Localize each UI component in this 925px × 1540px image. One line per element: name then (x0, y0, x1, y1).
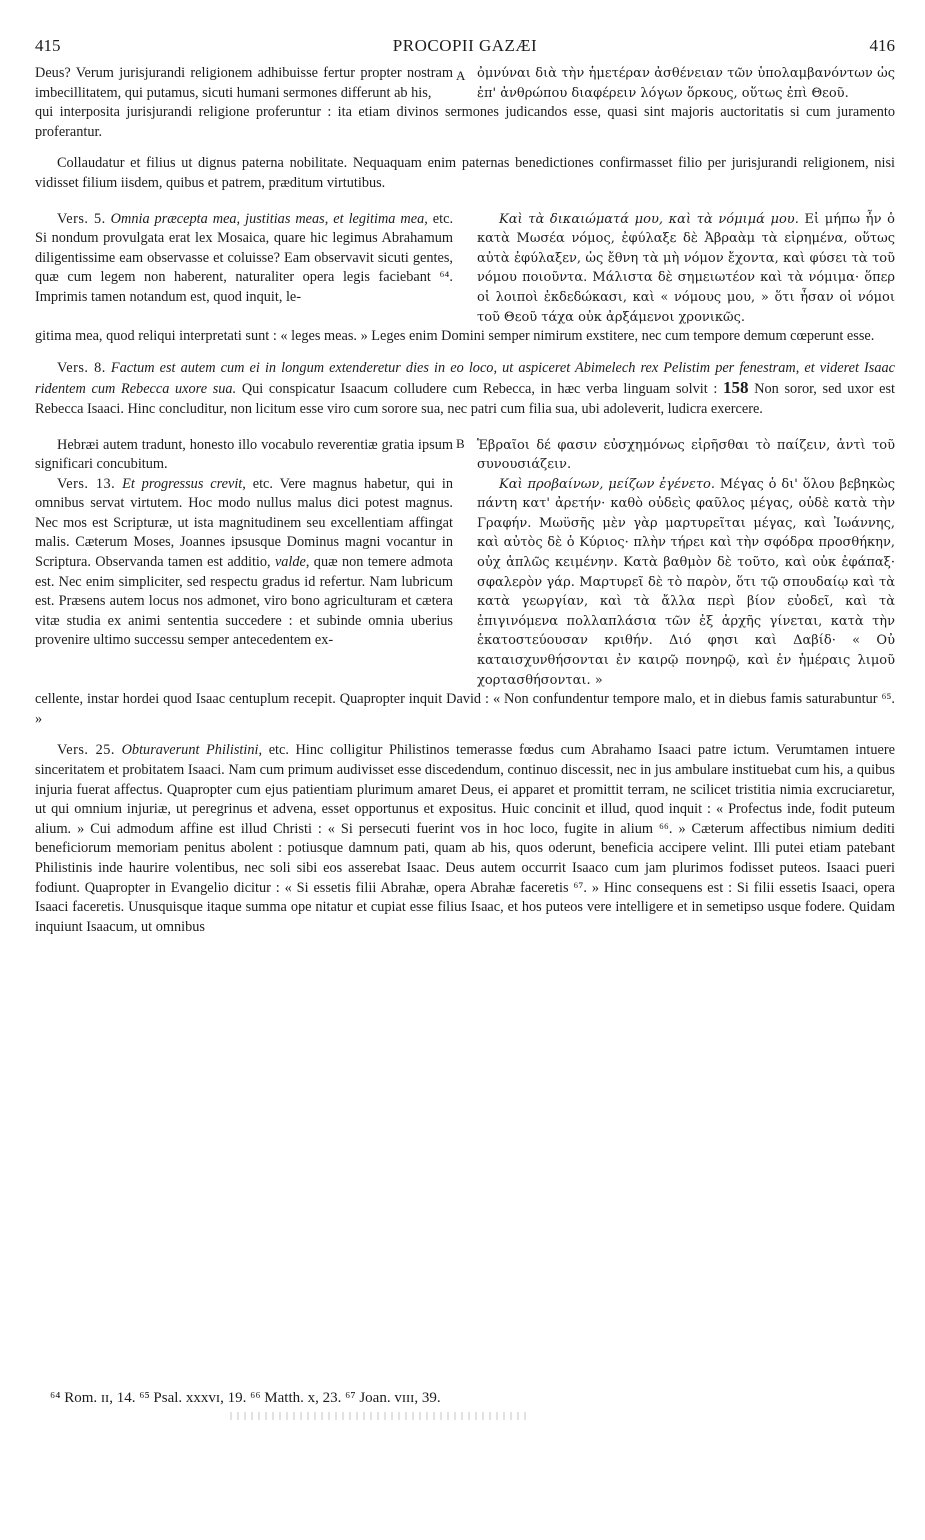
commentary-text: etc. Hinc colligitur Philistinos temerasse fœdus cum Abrahamo Isaaci patre ictum. Verumtamen intuere sinceritatem et probitatem Isaaci. Nam cum primum audivisset esse discedendum, continuo discessit, nec in jus ambulare instituebat cum his, a quibus injuria fuerat affectus. Quapropter cum ejus patientiam plurimum amaret Deus, ei apparet et promittit terram, ne scilicet tristitia nimia excruciaretur, ut qui omnium injuriæ, ut peregrinus et advena, esset opportunus et expositus. Huic concinit et illud, quod inquit : « Profectus inde, fodit puteum alium. » Cui admodum affine est illud Christi : « Si persecuti fuerint vos in hoc loco, fugite in alium ⁶⁶. » Cæterum affectibus nimium dediti beneficiorum memoriam penitus abolent : potiusque damnum pati, quam ab his, quos oderunt, beneficia accipere velint. Illi putei etiam patebant Philistinis inde haurire volentibus, nec soli sibi eos asserebat Isaac. Deus autem occurrit Isaaco cum jam plurimos fodisset puteos. Isaaci pueri fodiunt. Quapropter in Evangelio dicitur : « Si essetis filii Abrahæ, opera Abrahæ faceretis ⁶⁷. » Hinc consequens est : Si filii essetis Isaaci, opera Isaaci faceretis. Unusquisque itaque summa ope nitatur et cupiat esse filius Isaac, et hos puteos vere intelligere et in semetipso usque fodere. Quidam inquiunt Isaacum, ut omnibus (35, 742, 896, 935)
lemma: Obturaverunt Philistini, (121, 742, 263, 759)
section-marker-b: B (456, 435, 465, 451)
greek-lemma: Καὶ προβαίνων, μείζων ἐγένετο. (499, 476, 716, 492)
paragraph-vers25 (35, 741, 895, 937)
commentary-text: etc. Vere magnus habetur, qui in omnibus servat virtutem. Hoc modo nullus malus dici potest magnus. Nec mos est Scripturæ, ut ista magnitudinem seu excellentiam affingat malis. Cæterum Moses, Joannes ipsusque Dominus magni vocantur in Scriptura. Observanda tamen est additio, (35, 475, 454, 571)
latin-column (35, 210, 453, 328)
page (35, 30, 895, 937)
latin-column (35, 475, 453, 691)
commentary-text: etc. Si nondum provulgata erat lex Mosaica, quare hic legimus Abrahamum diligentissime eam observasse et coluisse? Eam observavit sicuti gentes, quæ cum legem non haberent, naturaliter opera legis faciebant ⁶⁴. Imprimis tamen notandum est, quod inquit, le- (35, 210, 454, 305)
paragraph-full-1: qui interposita jurisjurandi religione proferuntur : ita etiam divinos sermones judicandos esse, quasi sint majoris auctoritatis si cum juramento proferantur. (35, 104, 895, 140)
parallel-section-hebraei (35, 436, 895, 475)
footnotes: ⁶⁴ Rom. ɪɪ, 14. ⁶⁵ Psal. xxxvɪ, 19. ⁶⁶ Matth. x, 23. ⁶⁷ Joan. vɪɪɪ, 39. (50, 1390, 441, 1406)
verse-label: Vers. 13. (57, 475, 116, 492)
verse-label: Vers. 5. (57, 210, 106, 227)
column-number: 158 (723, 378, 749, 398)
latin-column: Deus? Verum jurisjurandi religionem adhibuisse fertur propter nostram imbecillitatem, qui putamus, sicuti humani sermones differunt ab his, (35, 65, 453, 101)
greek-column (477, 475, 895, 691)
commentary-text: Non soror, sed uxor est Rebecca Isaaci. Hinc concluditur, non licitum esse viro cum sorore sua, nec patri cum filia sua, ubi adoleverit, ludicra exercere. (35, 381, 895, 417)
page-number-left: 415 (35, 36, 61, 55)
section-marker-a: A (456, 68, 466, 83)
running-title: PROCOPII GAZÆI (392, 36, 538, 55)
commentary-text: , quæ non temere admota est. Nec enim simpliciter, sed respectu gradus id refertur. Nam lubricum est. Præsens autem locus nos admonet, viro bono agriculturam et cætera vitæ studia ex animi sententia succedere : et subinde omnia uberius provenire ultimo successu semper antecedentem ex- (35, 554, 453, 649)
paragraph-full-vers13: cellente, instar hordei quod Isaac centuplum recepit. Quapropter inquit David : « Non confundentur tempore malo, et in diebus famis saturabuntur ⁶⁵. » (35, 691, 895, 727)
greek-text: Μέγας ὁ δι' ὅλου βεβηκὼς πάντη κατ' ἀρετήν· καθὸ οὐδεὶς φαῦλος μέγας, οὐδὲ κατὰ τὴν Γραφήν. Μωϋσῆς μὲν γὰρ μαρτυρεῖται μέγας, καὶ Ἰωάννης, καὶ αὐτὸς δὲ ὁ Κύριος· πλὴν τήρει καὶ τὴν σφόδρα προσθήκην, οὐχ ἁπλῶς κειμένην. Κατὰ βαθμὸν δὲ τοῦτο, καὶ οὐκ ἐφάπαξ· σφαλερὸν γάρ. Μαρτυρεῖ δὲ τὸ παρὸν, ὅτι τῷ σπουδαίῳ καὶ τὰ κατὰ γεωργίαν, καὶ τὰ ἄλλα περὶ βίον εὐοδεῖ, καὶ τὰ ἐπιγινόμενα πολλαπλάσια τῶν ἐξ ἀρχῆς γίνεται, κατὰ τὴν ἑκατοστεύουσαν κριθήν. Διό φησι καὶ Δαβίδ· « Οὐ καταισχυνθήσονται ἐν καιρῷ πονηρῷ, καὶ ἐν ἡμέραις λιμοῦ χορτασθήσονται. » (477, 476, 895, 688)
greek-column: ὀμνύναι διὰ τὴν ἡμετέραν ἀσθένειαν τῶν ὑπολαμβανόντων ὡς ἐπ' ἀνθρώπου διαφέρειν λόγων ὅρκους, οὕτως ἐπὶ Θεοῦ. (477, 66, 895, 101)
scan-artifact (230, 1412, 530, 1420)
lemma: Factum est autem cum ei in longum extenderetur dies in eo loco, ut aspiceret Abimelech rex Pelistim per fenestram, et videret Isaac ridentem cum Rebecca uxore sua. (35, 359, 895, 398)
lemma: Omnia præcepta mea, justitias meas, et legitima mea, (110, 210, 428, 227)
greek-column: Ἑβραῖοι δέ φασιν εὐσχημόνως εἰρῆσθαι τὸ παίζειν, ἀντὶ τοῦ συνουσιάζειν. (477, 437, 895, 473)
paragraph-vers8 (35, 359, 895, 420)
verse-label: Vers. 25. (57, 742, 115, 759)
parallel-section-1 (35, 64, 895, 103)
paragraph-collaudatur: Collaudatur et filius ut dignus paterna nobilitate. Nequaquam enim paternas benedictiones confirmasset filio per jurisjurandi religionem, nisi vidisset filium iisdem, quibus et patrem, præditum virtutibus. (35, 155, 895, 191)
commentary-text: Qui conspicatur Isaacum colludere cum Rebecca, in hæc verba linguam solvit : (236, 381, 724, 398)
greek-lemma: Καὶ τὰ δικαιώματά μου, καὶ τὰ νόμιμά μου. (499, 211, 799, 227)
paragraph-full-vers5: gitima mea, quod reliqui interpretati sunt : « leges meas. » Leges enim Domini semper nimirum exstitere, nec cum tempore demum cœperunt esse. (35, 328, 875, 345)
greek-text: Εἰ μήπω ἦν ὁ κατὰ Μωσέα νόμος, ἐφύλαξε δὲ Ἀβραὰμ τὰ εἰρημένα, οὕτως αὐτὰ ἐφύλαξεν, ὡς ἔθνη τὰ μὴ νόμον ἔχοντα, καὶ φύσει τὰ τοῦ νόμου ποιοῦντα. Μάλιστα δὲ σημειωτέον καὶ τὰ νόμιμα· ὅπερ οἱ λοιποὶ ἐκδεδώκασι, καὶ « νόμους μου, » ὅτι ἦσαν οἱ νόμοι τοῦ Θεοῦ τάχα οὐκ ἀρξάμενοι χρονικῶς. (477, 211, 895, 325)
page-number-right: 416 (869, 36, 895, 55)
parallel-section-vers13 (35, 475, 895, 691)
greek-column (477, 210, 895, 328)
verse-label: Vers. 8. (57, 359, 106, 376)
emphasis-word: valde (274, 554, 306, 571)
lemma: Et progressus crevit, (122, 475, 246, 492)
running-header (35, 30, 895, 64)
parallel-section-vers5 (35, 210, 895, 328)
latin-column: Hebræi autem tradunt, honesto illo vocabulo reverentiæ gratia ipsum significari concubitum. (35, 436, 453, 473)
